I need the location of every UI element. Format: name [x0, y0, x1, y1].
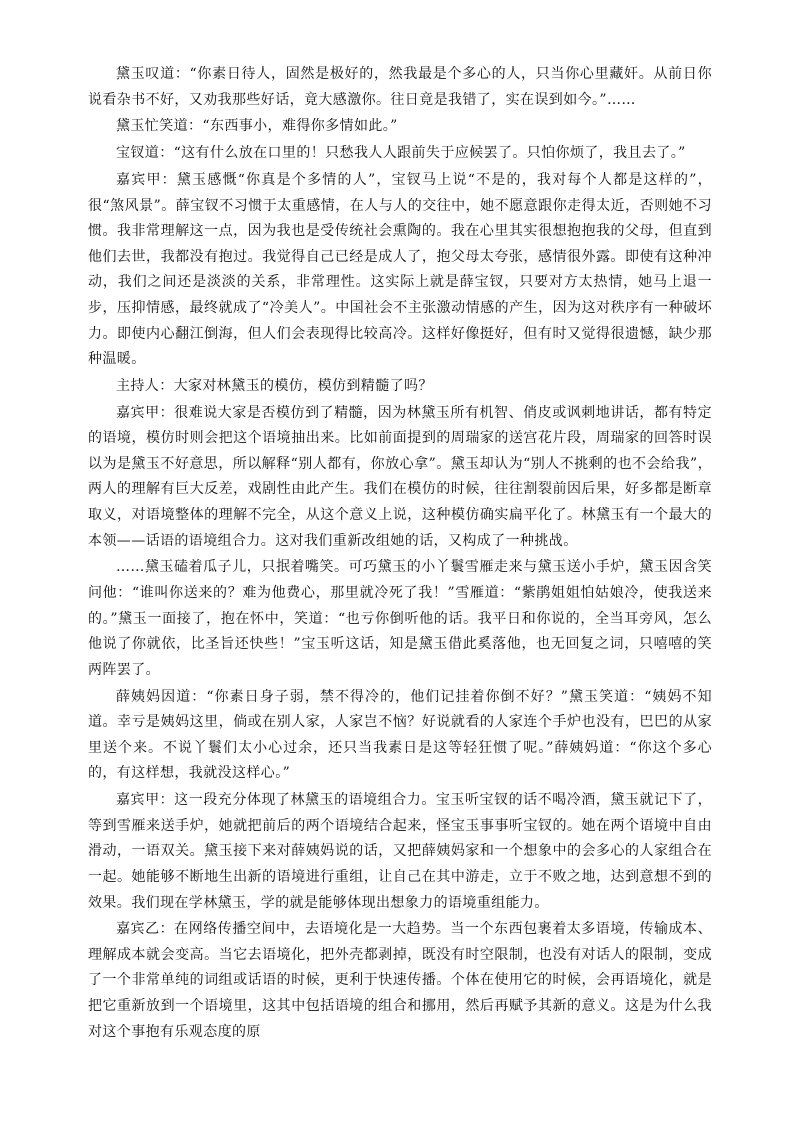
document-body: [88, 62, 712, 1046]
paragraph-baochai-reply: 宝钗道：“这有什么放在口里的！只愁我人人跟前失于应候罢了。只怕你烦了，我且去了。”: [116, 145, 686, 162]
paragraph-daiyu-sigh: 黛玉叹道：“你素日待人，固然是极好的，然我最是个多心的人，只当你心里藏奸。从前日你说看杂书不好，又劝我那些好话，竟大感激你。往日竟是我错了，实在误到如今。”……: [88, 66, 712, 108]
paragraph-guest-a-1: 嘉宾甲：黛玉感慨“你真是个多情的人”，宝钗马上说“不是的，我对每个人都是这样的”，很“煞风景”。薛宝钗不习惯于太重感情，在人与人的交往中，她不愿意跟你走得太近，否则她不习惯。我非常理解这一点，因为我也是受传统社会熏陶的。我在心里其实很想抱抱我的父母，但直到他们去世，我都没有抱过。我觉得自己已经是成人了，抱父母太夸张，感情很外露。即使有这种冲动，我们之间还是淡淡的关系，非常理性。这实际上就是薛宝钗，只要对方太热情，她马上退一步，压抑情感，最终就成了“冷美人”。中国社会不主张激动情感的产生，因为这对秩序有一种破坏力。即使内心翻江倒海，但人们会表现得比较高冷。这样好像挺好，但有时又觉得很遗憾，缺少那种温暖。: [88, 171, 712, 368]
paragraph-excerpt-handwarmer: ……黛玉磕着瓜子儿，只抿着嘴笑。可巧黛玉的小丫鬟雪雁走来与黛玉送小手炉，黛玉因含笑问他：“谁叫你送来的？难为他费心，那里就冷死了我！”雪雁道：“紫鹃姐姐怕姑娘冷，使我送来的。”黛玉一面接了，抱在怀中，笑道：“也亏你倒听他的话。我平日和你说的，全当耳旁风，怎么他说了你就依，比圣旨还快些！”宝玉听这话，知是黛玉借此奚落他，也无回复之词，只嘻嘻的笑两阵罢了。: [88, 559, 712, 678]
paragraph-host-question: 主持人：大家对林黛玉的模仿，模仿到精髓了吗？: [116, 377, 433, 394]
paragraph-guest-a-2: 嘉宾甲：很难说大家是否模仿到了精髓，因为林黛玉所有机智、俏皮或讽刺地讲话，都有特定的语境，模仿时则会把这个语境抽出来。比如前面提到的周瑞家的送宫花片段，周瑞家的回答时误以为是黛玉不好意思，所以解释“别人都有，你放心拿”。黛玉却认为“别人不挑剩的也不会给我”，两人的理解有巨大反差，戏剧性由此产生。我们在模仿的时候，往往割裂前因后果，好多都是断章取义，对语境整体的理解不完全，从这个意义上说，这种模仿确实扁平化了。林黛玉有一个最大的本领——话语的语境组合力。这对我们重新改组她的话，又构成了一种挑战。: [88, 404, 712, 549]
paragraph-guest-b: 嘉宾乙：在网络传播空间中，去语境化是一大趋势。当一个东西包裹着太多语境，传输成本、理解成本就会变高。当它去语境化，把外壳都剥掉，既没有时空限制，也没有对话人的限制，变成了一个非常单纯的词组或话语的时候，更利于快速传播。个体在使用它的时候，会再语境化，就是把它重新放到一个语境里，这其中包括语境的组合和挪用，然后再赋予其新的意义。这是为什么我对这个事抱有乐观态度的原: [88, 921, 712, 1040]
paragraph-guest-a-3: 嘉宾甲：这一段充分体现了林黛玉的语境组合力。宝玉听宝钗的话不喝冷酒，黛玉就记下了，等到雪雁来送手炉，她就把前后的两个语境结合起来，怪宝玉事事听宝钗的。她在两个语境中自由滑动，一语双关。黛玉接下来对薛姨妈说的话，又把薛姨妈家和一个想象中的会多心的人家组合在一起。她能够不断地生出新的语境进行重组，让自己在其中游走，立于不败之地，达到意想不到的效果。我们现在学林黛玉，学的就是能够体现出想象力的语境重组能力。: [88, 792, 712, 911]
paragraph-daiyu-smile: 黛玉忙笑道：“东西事小，难得你多情如此。”: [116, 118, 398, 135]
paragraph-excerpt-aunt-xue: 薛姨妈因道：“你素日身子弱，禁不得冷的，他们记挂着你倒不好？”黛玉笑道：“姨妈不知道。幸亏是姨妈这里，倘或在别人家，人家岂不恼？好说就看的人家连个手炉也没有，巴巴的从家里送个来。不说丫鬟们太小心过余，还只当我素日是这等轻狂惯了呢。”薛姨妈道：“你这个多心的，有这样想，我就没这样心。”: [88, 688, 712, 782]
